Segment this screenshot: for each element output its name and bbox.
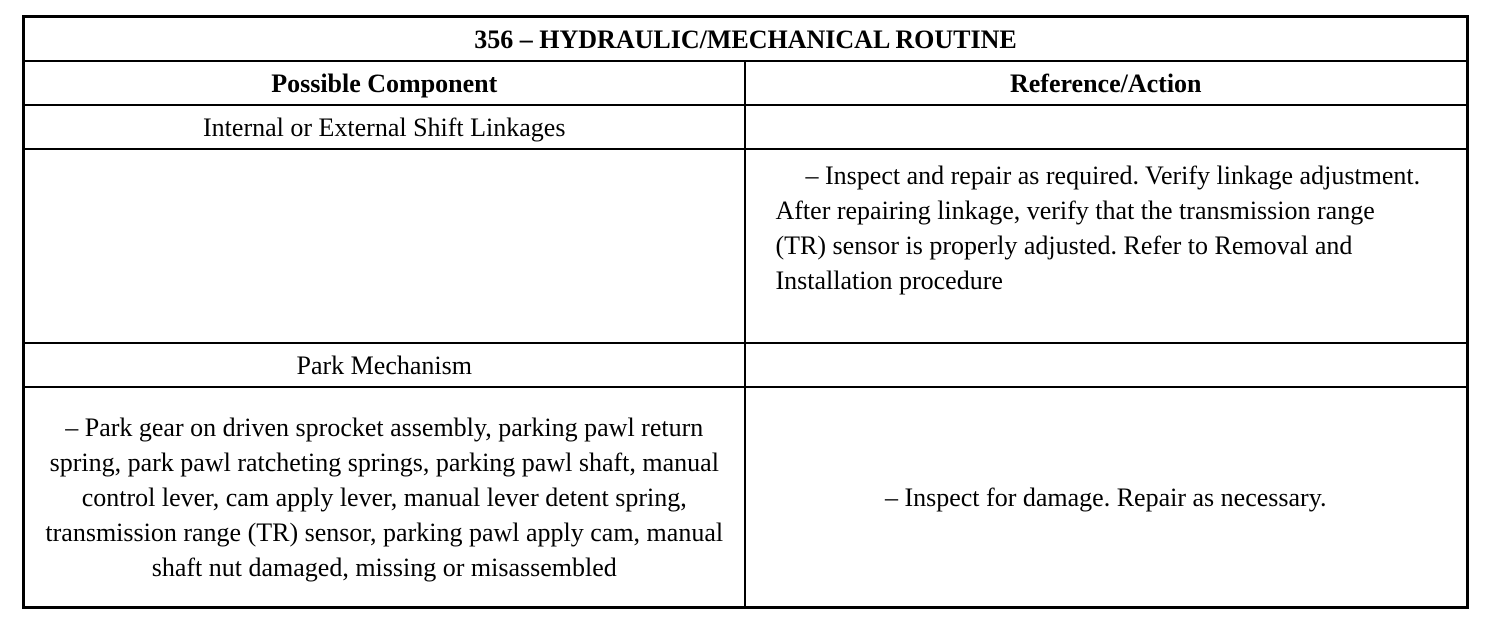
table-title: 356 – HYDRAULIC/MECHANICAL ROUTINE <box>24 17 1468 62</box>
column-header-action: Reference/Action <box>745 61 1468 105</box>
section-name-park-mechanism: Park Mechanism <box>24 343 745 387</box>
section-row-park-mechanism <box>24 343 1468 387</box>
detail-component-park-mechanism: – Park gear on driven sprocket assembly, parking pawl return spring, park pawl ratcheting springs, parking pawl shaft, manual control lever, cam apply lever, manual lever detent spring, transmission range (TR) sensor, parking pawl apply cam, manual shaft nut damaged, missing or misassembled <box>24 387 745 608</box>
section-empty-cell <box>745 343 1468 387</box>
column-header-component: Possible Component <box>24 61 745 105</box>
detail-row-shift-linkages <box>24 149 1468 343</box>
detail-component-shift-linkages <box>24 149 745 343</box>
header-row <box>24 61 1468 105</box>
detail-action-shift-linkages <box>745 149 1468 343</box>
section-row-shift-linkages <box>24 105 1468 149</box>
detail-action-park-mechanism: – Inspect for damage. Repair as necessary. <box>745 387 1468 608</box>
action-text-shift-linkages: – Inspect and repair as required. Verify linkage adjustment. After repairing linkage, verify that the transmission range (TR) sensor is properly adjusted. Refer to Removal and Installation procedure <box>775 161 1421 295</box>
section-name-shift-linkages: Internal or External Shift Linkages <box>24 105 745 149</box>
detail-row-park-mechanism <box>24 387 1468 608</box>
hydraulic-mechanical-routine-table <box>22 15 1469 609</box>
section-empty-cell <box>745 105 1468 149</box>
title-row <box>24 17 1468 62</box>
